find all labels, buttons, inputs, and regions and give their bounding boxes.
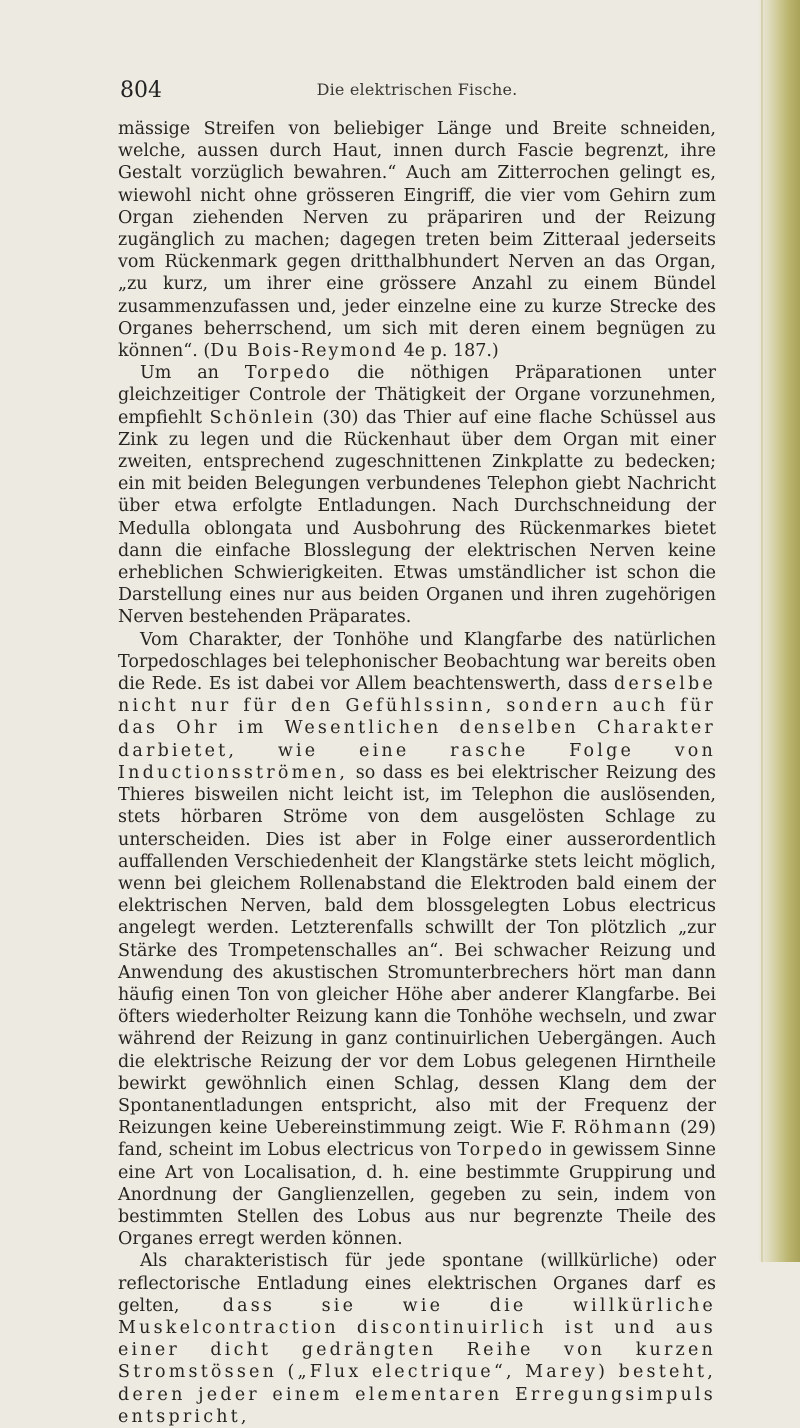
text-run: die nöthigen Präparationen unter gleichzeitiger Controle der Thätigkeit der Organe vorzunehmen, empfiehlt [118,363,716,428]
genus-name: Torpedo [457,1140,544,1161]
genus-name: Torpedo [244,363,332,384]
text-run: mässige Streifen von beliebiger Länge und Breite schneiden, welche, aussen durch Haut, innen durch Fascie begrenzt, ihre Gestalt vorzüglich bewahren.“ Auch am Zitterrochen gelingt es, wiewohl nicht ohne grösseren Eingriff, die vier vom Gehirn zum Organ ziehenden Nerven zu präpariren und der Reizung zugänglich zu machen; dagegen treten beim Zitteraal jederseits vom Rückenmark gegen dritthalbhundert Nerven an das Organ, „zu kurz, um ihrer eine grössere Anzahl zu einem Bündel zusammenzufassen und, jeder einzelne eine zu kurze Strecke des Organes beherrschend, um sich mit deren einem begnügen zu können“. ( [118,119,716,362]
emphasized-text: derselbe nicht nur für den Gefühlssinn, sondern auch für das Ohr im Wesentlichen denselben Charakter darbietet, wie eine rasche Folge von Inductionsströmen, [118,674,716,783]
text-run: (30) das Thier auf eine flache Schüssel aus Zink zu legen und die Rückenhaut über dem Organ mit einer zweiten, entsprechend zugeschnittenen Zinkplatte zu bedecken; ein mit beiden Belegungen verbundenes Telephon giebt Nachricht über etwa erfolgte Entladungen. Nach Durchschneidung der Medulla oblongata und Ausbohrung des Rückenmarkes bietet dann die einfache Blosslegung der elektrischen Nerven keine erheblichen Schwierigkeiten. Etwas umständlicher ist schon die Darstellung eines nur aus beiden Organen und ihren zugehörigen Nerven bestehenden Präparates. [118,407,716,628]
text-run: Als charakteristisch für jede spontane (willkürliche) oder reflectorische Entladung eines elektrischen Organes darf es gelten, [118,1251,716,1316]
running-head: Die elektrischen Fische. [316,80,518,99]
page-edge-shadow [758,0,800,1262]
page-number: 804 [120,78,162,103]
paragraph-4 [118,1250,716,1428]
author-name: Schönlein [209,407,316,428]
author-name: Röhmann [573,1118,673,1139]
emphasized-text: dass sie wie die willkürliche Muskelcontraction discontinuirlich ist und aus einer dicht gedrängten Reihe von kurzen Stromstössen („Flux electrique“, Marey) besteht, deren jeder einem elementaren Erregungsimpuls entspricht, [118,1295,716,1427]
text-run: 4e p. 187.) [398,341,499,362]
text-run: in gewissem Sinne eine Art von Localisation, d. h. eine bestimmte Gruppirung und Anordnung der Ganglienzellen, gegeben zu sein, indem von bestimmten Stellen des Lobus aus nur begrenzte Theile des Organes erregt werden können. [118,1140,716,1250]
body-text [118,118,716,1428]
page-header [118,72,716,106]
paragraph-3 [118,629,716,1251]
text-run: Um an [140,363,245,384]
page-edge-line [761,0,763,1262]
author-name: Du Bois-Reymond [210,341,398,362]
paragraph-2 [118,362,716,628]
text-run: (29) fand, scheint im Lobus electricus von [118,1118,716,1161]
paragraph-1 [118,118,716,362]
text-run: Vom Charakter, der Tonhöhe und Klangfarbe des natürlichen Torpedoschlages bei telephonischer Beobachtung war bereits oben die Rede. Es ist dabei vor Allem beachtenswerth, dass [118,629,716,695]
text-run: so dass es bei elektrischer Reizung des Thieres bisweilen nicht leicht ist, im Telephon die auslösenden, stets hörbaren Ströme von dem ausgelösten Schlage zu unterscheiden. Dies ist aber in Folge einer ausserordentlich auffallenden Verschiedenheit der Klangstärke stets leicht möglich, wenn bei gleichem Rollenabstand die Elektroden bald einem der elektrischen Nerven, bald dem blossgelegten Lobus electricus angelegt werden. Letzterenfalls schwillt der Ton plötzlich „zur Stärke des Trompetenschalles an“. Bei schwacher Reizung und Anwendung des akustischen Stromunterbrechers hört man dann häufig einen Ton von gleicher Höhe aber anderer Klangfarbe. Bei öfters wiederholter Reizung kann die Tonhöhe wechseln, und zwar während der Reizung in ganz continuirlichen Uebergängen. Auch die elektrische Reizung der vor dem Lobus gelegenen Hirntheile bewirkt gewöhnlich einen Schlag, dessen Klang dem der Spontanentladungen entspricht, also mit der Frequenz der Reizungen keine Uebereinstimmung zeigt. Wie F. [118,762,716,1139]
